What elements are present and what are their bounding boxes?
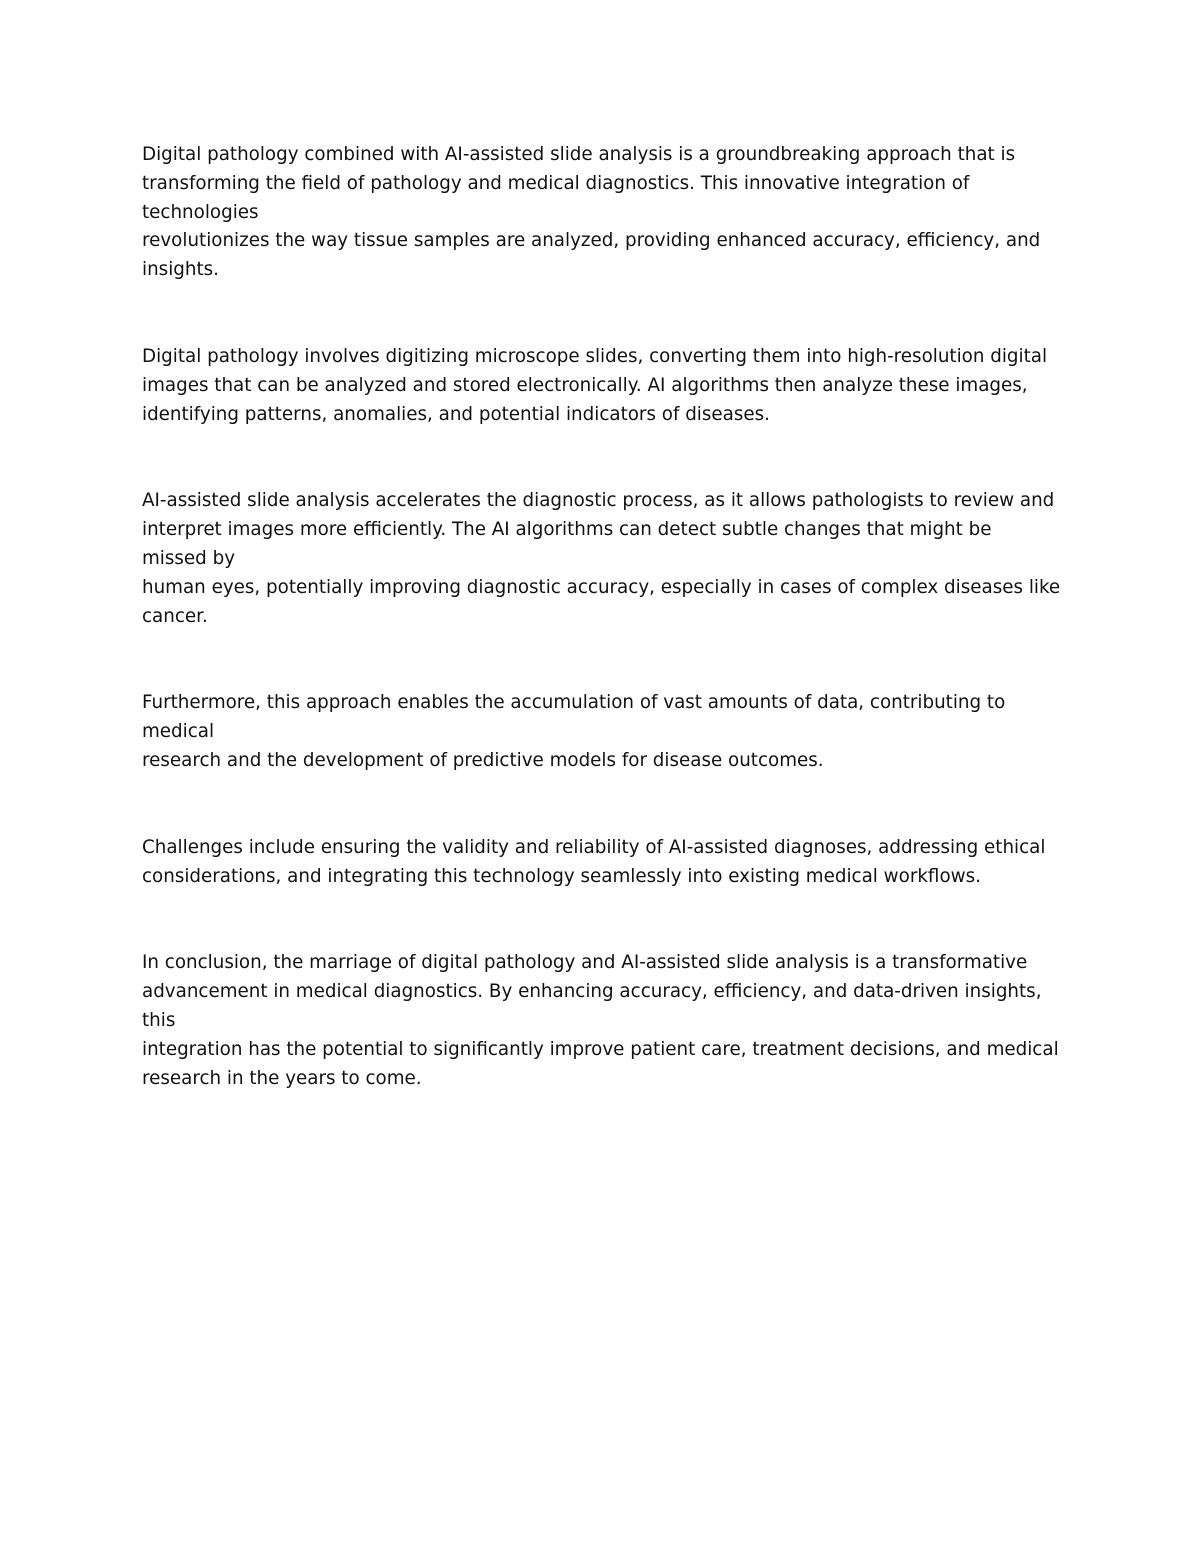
- paragraph-intro: Digital pathology combined with AI-assisted slide analysis is a groundbreaking approach that is transforming the field of pathology and medical diagnostics. This innovative integration of technologies revolutionizes the way tissue samples are analyzed, providing enhanced accuracy, efficiency, and insights.: [142, 144, 1041, 281]
- paragraph-data-accumulation: Furthermore, this approach enables the accumulation of vast amounts of data, contributing to medical research and the development of predictive models for disease outcomes.: [142, 692, 1006, 771]
- paragraph-challenges: Challenges include ensuring the validity and reliability of AI-assisted diagnoses, addressing ethical considerations, and integrating this technology seamlessly into existing medical workflows.: [142, 836, 1046, 887]
- paragraph-conclusion: In conclusion, the marriage of digital pathology and AI-assisted slide analysis is a transformative advancement in medical diagnostics. By enhancing accuracy, efficiency, and data-driven insights, this integration has the potential to significantly improve patient care, treatment decisions, and medical research in the years to come.: [142, 952, 1059, 1089]
- document-body: [142, 141, 1062, 1093]
- paragraph-ai-analysis: AI-assisted slide analysis accelerates the diagnostic process, as it allows pathologists to review and interpret images more efficiently. The AI algorithms can detect subtle changes that might be missed by human eyes, potentially improving diagnostic accuracy, especially in cases of complex diseases like cancer.: [142, 490, 1061, 627]
- paragraph-digital-pathology: Digital pathology involves digitizing microscope slides, converting them into high-resolution digital images that can be analyzed and stored electronically. AI algorithms then analyze these images, identifying patterns, anomalies, and potential indicators of diseases.: [142, 345, 1048, 425]
